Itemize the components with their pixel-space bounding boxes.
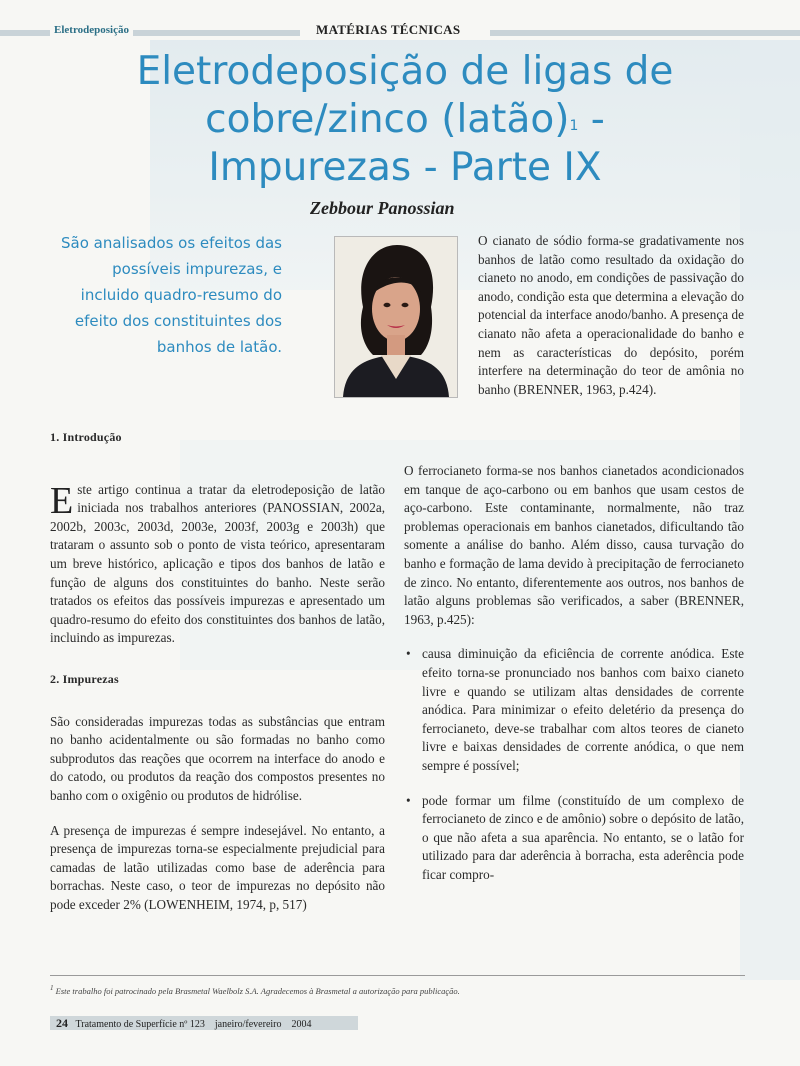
list-item: • causa diminuição da eficiência de corrente anódica. Este efeito torna-se pronunciado nos banhos com baixo cianeto livre e quando se utilizam altas densidades de corrente anódica. Para minimizar o efeito deletério da presença do ferrocianeto, deve-se trabalhar com altos teores de cianeto livre e baixas densidades de corrente anódica, o que nem sempre é possível; — [404, 645, 744, 775]
list-item: • pode formar um filme (constituído de um complexo de ferrocianeto de zinco e de amônio) sobre o depósito de latão, o que não afeta a sua aparência. No entanto, se o latão for utilizado para dar aderência à borracha, esta aderência pode ficar compro- — [404, 792, 744, 885]
section-heading-introducao: 1. Introdução — [50, 430, 122, 444]
section-tag: Eletrodeposição — [50, 24, 133, 36]
intro-text: ste artigo continua a tratar da eletrodeposição de latão iniciada nos trabalhos anteriores (PANOSSIAN, 2002a, 2002b, 2003c, 2003d, 2003e, 2003f, 2003g e 2003h) que trataram o assunto sob o ponto de vista teórico, apresentaram um breve histórico, aplicação e tipos dos banhos de latão e função de alguns dos constituintes do banho. Neste serão tratados os efeitos das possíveis impurezas e apresentado um quadro-resumo do efeito dos constituintes dos banhos de latão, incluindo as impurezas. — [50, 481, 385, 646]
left-column — [50, 428, 385, 930]
problems-list — [404, 645, 744, 884]
cianato-paragraph: O cianato de sódio forma-se gradativamente nos banhos de latão como resultado da oxidação do cianeto no anodo, em condições de passivação do anodo, condição esta que determina a elevação do potencial da interface anodo/banho. A presença de cianato não afeta a operacionalidade do banho e nem as características do depósito, porém interfere na determinação do teor de amônia no banho (BRENNER, 1963, p.424). — [478, 233, 744, 397]
footnote-divider — [50, 975, 745, 976]
drop-cap: E — [50, 479, 74, 522]
right-column — [404, 462, 744, 900]
abstract: São analisados os efeitos das possíveis impurezas, e incluido quadro-resumo do efeito dos constituintes dos banhos de latão. — [60, 234, 282, 356]
impurezas-paragraph-2: A presença de impurezas é sempre indesejável. No entanto, a presença de impurezas torna-se especialmente prejudicial para camadas de latão utilizadas como base de aderência para borrachas. Neste caso, o teor de impurezas no depósito não pode exceder 2% (LOWENHEIM, 1974, p, 517) — [50, 822, 385, 912]
journal-name: Tratamento de Superfície nº 123 — [75, 1019, 205, 1030]
issue-months: janeiro/fevereiro — [214, 1019, 282, 1030]
author-portrait-image — [335, 237, 457, 397]
page-footer — [50, 1016, 358, 1030]
page-number: 24 — [56, 1016, 68, 1030]
impurezas-paragraph-1: São consideradas impurezas todas as substâncias que entram no banho acidentalmente ou são formadas no banho como subprodutos das reações que ocorrem na interface do anodo e do catodo, ou produtos da reação dos compostos presentes no banho com o oxigênio ou produtos de hidrólise. — [50, 713, 385, 803]
title-footnote-marker: 1 — [569, 118, 579, 134]
footnote-text: Este trabalho foi patrocinado pela Brasmetal Waelbolz S.A. Agradecemos à Brasmetal a autorização para publicação. — [55, 985, 460, 996]
section-heading-impurezas: 2. Impurezas — [50, 671, 119, 686]
header-title: MATÉRIAS TÉCNICAS — [310, 22, 466, 38]
footnote-marker: 1 — [50, 984, 54, 992]
ferrocianeto-paragraph: O ferrocianeto forma-se nos banhos cianetados acondicionados em tanque de aço-carbono ou em banhos que usam cestos de aço-carbono. Este contaminante, normalmente, não traz problemas operacionais em banhos cianetados, dificultando tão somente a análise do banho. Além disso, causa turvação do banho e formação de lama devido à precipitação de ferrocianeto de zinco. No entanto, diferentemente aos outros, nos banhos de latão alguns problemas são verificados, a saber (BRENNER, 1963, p.425): — [404, 463, 744, 627]
right-column-top — [478, 232, 744, 415]
author-photo — [334, 236, 458, 398]
title-line-1: Eletrodeposição de ligas de — [136, 49, 674, 94]
title-line-2-tail: - — [578, 97, 605, 142]
title-line-3: Impurezas - Parte IX — [208, 145, 602, 190]
issue-year: 2004 — [291, 1019, 312, 1030]
footnote — [50, 984, 460, 996]
article-title — [60, 48, 750, 192]
title-line-2: cobre/zinco (latão) — [205, 97, 570, 142]
author-name: Zebbour Panossian — [310, 198, 455, 218]
intro-paragraph — [50, 481, 385, 648]
